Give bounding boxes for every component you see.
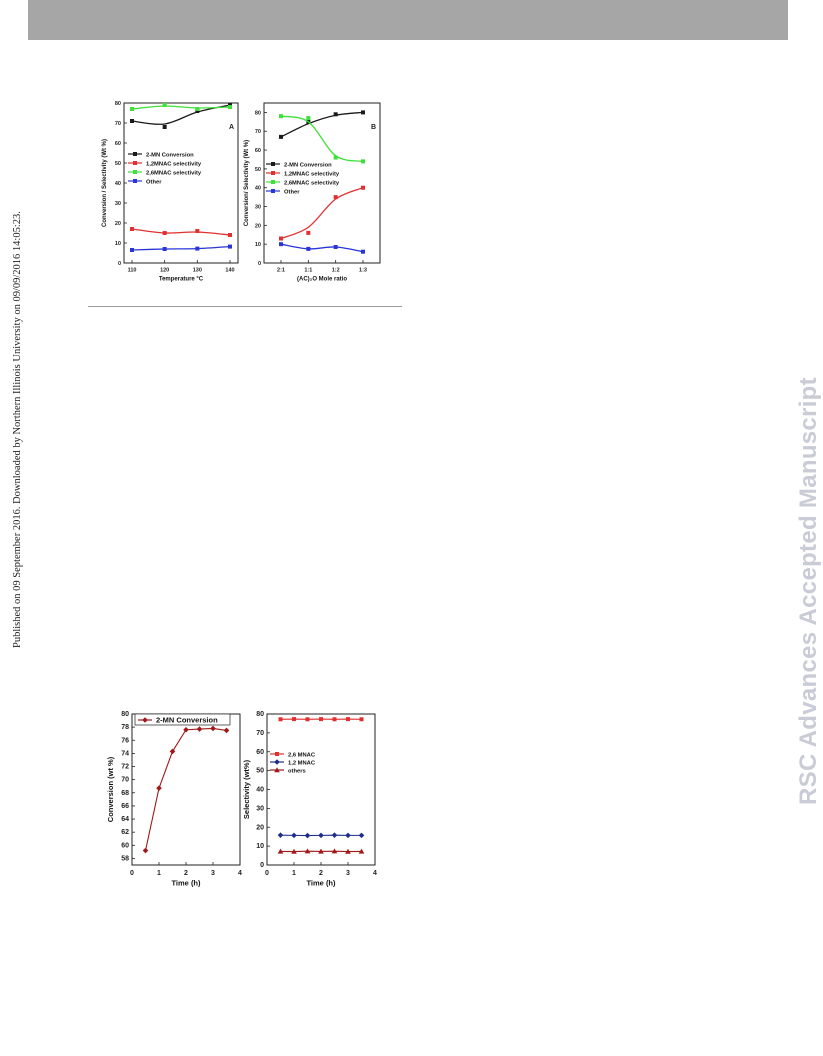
data-point (156, 785, 162, 791)
data-point (197, 726, 203, 732)
publication-note: Published on 09 September 2016. Downloaded by Northern Illinois University on 09/09/2016 14:05:23. (12, 211, 23, 648)
data-point (163, 247, 167, 251)
x-axis-label: Time (h) (306, 878, 336, 888)
data-point (361, 186, 365, 190)
chart-conversion-time (104, 705, 242, 893)
legend-marker (271, 162, 275, 166)
y-tick-label: 60 (121, 842, 129, 850)
series-line (281, 112, 363, 136)
data-point (306, 247, 310, 251)
data-point (278, 832, 284, 838)
data-point (130, 248, 134, 252)
y-axis-label: Conversion / Selectivity (Wt %) (102, 138, 108, 228)
y-tick-label: 40 (114, 181, 121, 187)
x-tick-label: 1:3 (359, 267, 367, 274)
legend-marker (271, 171, 275, 175)
legend-marker (271, 189, 275, 193)
series-1 (143, 726, 230, 854)
legend-label: 2-MN Conversion (284, 162, 332, 169)
y-tick-label: 70 (254, 129, 261, 136)
data-point (228, 233, 232, 237)
y-tick-label: 10 (254, 242, 261, 249)
y-tick-label: 50 (256, 767, 264, 775)
y-tick-label: 76 (121, 737, 129, 745)
x-tick-label: 1:2 (331, 267, 340, 274)
plot-frame (267, 714, 375, 865)
data-point (163, 103, 167, 107)
series-4 (279, 242, 365, 254)
data-point (319, 717, 323, 721)
data-point (130, 119, 134, 123)
y-axis-label: Conversion/ Selectivity (Wt %) (244, 139, 250, 227)
data-point (170, 749, 176, 755)
chart-temperature (98, 95, 244, 290)
data-point (228, 105, 232, 109)
data-point (183, 727, 189, 733)
y-tick-label: 20 (114, 221, 121, 227)
y-tick-label: 72 (121, 763, 129, 771)
data-point (334, 195, 338, 199)
data-point (361, 250, 365, 254)
series-2 (278, 832, 365, 838)
series-line (281, 188, 363, 239)
x-tick-label: 3 (346, 870, 350, 877)
y-tick-label: 0 (260, 862, 264, 869)
x-axis-label: Temperature °C (158, 276, 204, 283)
series-1 (279, 110, 365, 138)
data-point (346, 717, 350, 721)
y-tick-label: 66 (121, 802, 129, 810)
y-tick-label: 62 (121, 829, 129, 837)
y-tick-label: 10 (256, 843, 264, 851)
figure-divider (88, 306, 402, 307)
series-3 (130, 103, 232, 111)
data-point (224, 728, 230, 734)
data-point (279, 114, 283, 118)
x-tick-label: 3 (211, 870, 215, 877)
data-point (361, 159, 365, 163)
data-point (359, 833, 365, 839)
legend (266, 162, 340, 195)
legend (270, 752, 316, 774)
series-line (132, 229, 230, 235)
legend-marker (274, 759, 280, 765)
x-tick-label: 1 (292, 870, 296, 877)
data-point (163, 231, 167, 235)
data-point (334, 156, 338, 160)
y-tick-label: 40 (256, 786, 264, 794)
legend-label: 2,6 MNAC (288, 752, 316, 759)
x-tick-label: 130 (192, 267, 202, 274)
y-tick-label: 70 (114, 121, 121, 127)
legend-label: Other (146, 179, 162, 186)
data-point (279, 242, 283, 246)
y-tick-label: 74 (121, 750, 129, 758)
panel-label: B (370, 124, 376, 131)
legend-label: 1,2 MNAC (288, 760, 316, 767)
x-tick-label: 0 (265, 870, 269, 877)
data-point (163, 125, 167, 129)
legend-marker (133, 161, 137, 165)
x-axis-label: (AC)₂O Mole ratio (297, 276, 347, 283)
x-tick-label: 0 (130, 870, 134, 877)
y-tick-label: 30 (256, 805, 264, 813)
data-point (292, 717, 296, 721)
data-point (334, 112, 338, 116)
x-axis-label: Time (h) (171, 878, 201, 888)
data-point (210, 726, 216, 732)
legend-label: 2-MN Conversion (156, 715, 218, 725)
series-line (281, 244, 363, 252)
data-point (334, 245, 338, 249)
x-tick-label: 2 (319, 870, 323, 877)
data-point (195, 229, 199, 233)
legend (135, 714, 230, 725)
data-point (361, 110, 365, 114)
legend-marker (133, 152, 137, 156)
y-axis-label: Selectivity (wt%) (242, 759, 251, 820)
data-point (291, 833, 297, 839)
data-point (333, 717, 337, 721)
plot-frame (132, 714, 240, 865)
x-tick-label: 120 (160, 267, 170, 274)
legend-label: 2-MN Conversion (146, 152, 194, 159)
panel-label: A (228, 124, 234, 131)
accepted-manuscript-watermark: RSC Advances Accepted Manuscript (795, 377, 822, 805)
x-tick-label: 140 (225, 267, 235, 274)
data-point (279, 135, 283, 139)
y-tick-label: 30 (114, 201, 121, 207)
legend-label: 2,6MNAC selectivity (146, 170, 202, 177)
y-tick-label: 58 (121, 855, 129, 863)
legend-marker (133, 179, 137, 183)
series-2 (130, 227, 232, 237)
data-point (305, 833, 311, 839)
y-tick-label: 10 (114, 241, 121, 247)
legend-marker (133, 170, 137, 174)
chart-mole-ratio (244, 95, 386, 290)
data-point (318, 833, 324, 839)
x-tick-label: 2:1 (277, 267, 285, 274)
legend-label: 2,6MNAC selectivity (284, 180, 340, 187)
chart-selectivity-time (240, 705, 380, 893)
x-tick-label: 1 (157, 870, 161, 877)
data-point (195, 247, 199, 251)
series-4 (130, 245, 232, 252)
data-point (228, 245, 232, 249)
y-tick-label: 68 (121, 789, 129, 797)
series-line (281, 116, 363, 161)
y-tick-label: 0 (117, 261, 121, 267)
y-tick-label: 40 (254, 185, 261, 192)
legend (128, 152, 202, 185)
y-tick-label: 20 (254, 223, 261, 230)
x-tick-label: 4 (238, 870, 242, 877)
data-point (360, 717, 364, 721)
y-tick-label: 80 (254, 110, 261, 117)
y-tick-label: 60 (254, 148, 261, 155)
legend-label: 1,2MNAC selectivity (284, 171, 340, 178)
data-point (195, 107, 199, 111)
data-point (130, 227, 134, 231)
legend-label: others (288, 768, 306, 775)
y-tick-label: 60 (114, 141, 121, 147)
y-tick-label: 80 (121, 711, 129, 718)
legend-label: Other (284, 189, 300, 196)
data-point (306, 231, 310, 235)
y-tick-label: 60 (256, 748, 264, 756)
y-axis-label: Conversion (wt %) (106, 756, 115, 823)
y-tick-label: 70 (256, 729, 264, 737)
y-tick-label: 78 (121, 724, 129, 732)
y-tick-label: 70 (121, 776, 129, 784)
x-tick-label: 1:1 (304, 267, 313, 274)
series-line (132, 106, 230, 109)
y-tick-label: 30 (254, 204, 261, 211)
y-tick-label: 80 (256, 711, 264, 718)
x-tick-label: 4 (373, 870, 377, 877)
data-point (332, 832, 338, 838)
y-tick-label: 50 (254, 166, 261, 173)
data-point (306, 717, 310, 721)
series-3 (278, 848, 365, 853)
data-point (279, 717, 283, 721)
x-tick-label: 2 (184, 870, 188, 877)
y-tick-label: 0 (257, 261, 261, 267)
legend-marker (275, 752, 279, 756)
series-line (132, 247, 230, 250)
plot-frame (124, 103, 238, 263)
y-tick-label: 20 (256, 824, 264, 832)
legend-marker (271, 180, 275, 184)
data-point (345, 833, 351, 839)
series-1 (279, 717, 364, 721)
x-tick-label: 110 (127, 267, 137, 274)
data-point (130, 107, 134, 111)
y-tick-label: 64 (121, 816, 129, 824)
header-bar (28, 0, 788, 40)
data-point (143, 848, 149, 854)
y-tick-label: 50 (114, 161, 121, 167)
data-point (279, 237, 283, 241)
data-point (306, 116, 310, 120)
y-tick-label: 80 (114, 101, 121, 107)
legend-label: 1,2MNAC selectivity (146, 161, 202, 168)
series-3 (279, 114, 365, 163)
